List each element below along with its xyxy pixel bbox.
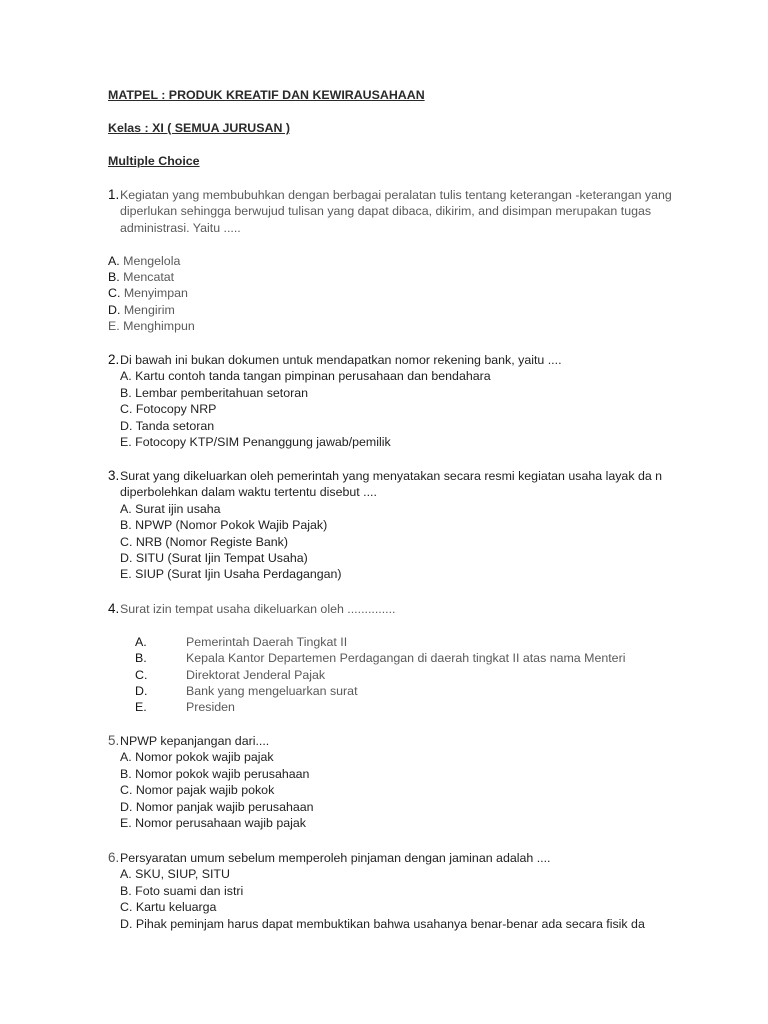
question-3 [108, 468, 680, 583]
option-b[interactable]: B. Nomor pokok wajib perusahaan [120, 766, 310, 781]
option-b[interactable]: B. Lembar pemberitahuan setoran [120, 385, 309, 400]
option-a[interactable]: A. Mengelola [108, 253, 181, 268]
option-e[interactable]: E. SIUP (Surat Ijin Usaha Perdagangan) [120, 567, 342, 582]
option-e[interactable]: E. Fotocopy KTP/SIM Penanggung jawab/pemilik [120, 435, 391, 450]
option-a[interactable]: A. Nomor pokok wajib pajak [120, 750, 274, 765]
option-a[interactable]: A. SKU, SIUP, SITU [120, 867, 230, 882]
option-c[interactable]: C. Direktorat Jenderal Pajak [135, 667, 326, 682]
option-list [108, 749, 680, 831]
option-e[interactable]: E. Nomor perusahaan wajib pajak [120, 816, 306, 831]
option-d[interactable]: D. SITU (Surat Ijin Tempat Usaha) [120, 551, 308, 566]
option-b[interactable]: B. Mencatat [108, 270, 175, 285]
section-heading: Multiple Choice [108, 154, 200, 168]
question-number: 4. [108, 601, 120, 616]
option-b[interactable]: B. Foto suami dan istri [120, 883, 244, 898]
question-number: 2. [108, 352, 120, 367]
question-text: Surat izin tempat usaha dikeluarkan oleh .............. [120, 602, 396, 616]
option-d[interactable]: D. Mengirim [108, 302, 175, 317]
option-b[interactable]: B. NPWP (Nomor Pokok Wajib Pajak) [120, 518, 328, 533]
question-text: NPWP kepanjangan dari.... [120, 734, 270, 748]
option-list [108, 634, 680, 716]
option-list [108, 253, 680, 335]
option-e[interactable]: E. Presiden [135, 700, 235, 715]
option-list [108, 866, 680, 932]
option-d[interactable]: D. Bank yang mengeluarkan surat [135, 683, 358, 698]
question-text: Di bawah ini bukan dokumen untuk mendapatkan nomor rekening bank, yaitu .... [120, 353, 562, 367]
option-a[interactable]: A. Kartu contoh tanda tangan pimpinan perusahaan dan bendahara [120, 369, 491, 384]
option-c[interactable]: C. Nomor pajak wajib pokok [120, 783, 275, 798]
question-6 [108, 850, 680, 932]
question-2 [108, 352, 680, 450]
question-text: Persyaratan umum sebelum memperoleh pinjaman dengan jaminan adalah .... [120, 851, 551, 865]
question-5 [108, 733, 680, 831]
option-list [108, 501, 680, 583]
question-1 [108, 187, 680, 335]
question-text: Surat yang dikeluarkan oleh pemerintah yang menyatakan secara resmi kegiatan usaha layak da n diperbolehkan dalam waktu tertentu disebut .... [120, 469, 663, 500]
option-d[interactable]: D. Nomor panjak wajib perusahaan [120, 799, 314, 814]
option-c[interactable]: C. NRB (Nomor Registe Bank) [120, 534, 289, 549]
option-d[interactable]: D. Pihak peminjam harus dapat membuktikan bahwa usahanya benar-benar ada secara fisik da [120, 916, 645, 931]
class-heading: Kelas : XI ( SEMUA JURUSAN ) [108, 121, 290, 135]
question-number: 5. [108, 733, 120, 748]
option-a[interactable]: A. Pemerintah Daerah Tingkat II [135, 634, 348, 649]
option-list [108, 368, 680, 450]
option-d[interactable]: D. Tanda setoran [120, 418, 215, 433]
option-a[interactable]: A. Surat ijin usaha [120, 501, 221, 516]
option-c[interactable]: C. Kartu keluarga [120, 900, 217, 915]
question-number: 1. [108, 187, 120, 202]
option-c[interactable]: C. Menyimpan [108, 286, 188, 301]
option-c[interactable]: C. Fotocopy NRP [120, 402, 217, 417]
question-number: 6. [108, 850, 120, 865]
option-b[interactable]: B. Kepala Kantor Departemen Perdagangan di daerah tingkat II atas nama Menteri [135, 651, 626, 666]
option-e[interactable]: E. Menghimpun [108, 319, 195, 334]
question-text: Kegiatan yang membubuhkan dengan berbagai peralatan tulis tentang keterangan -keterangan yang diperlukan sehingga berwujud tulisan yang dapat dibaca, dikirim, and disimpan merupakan tugas administrasi. Yaitu ..... [120, 188, 672, 235]
question-4 [108, 601, 680, 716]
question-number: 3. [108, 468, 120, 483]
subject-heading: MATPEL : PRODUK KREATIF DAN KEWIRAUSAHAAN [108, 88, 425, 102]
